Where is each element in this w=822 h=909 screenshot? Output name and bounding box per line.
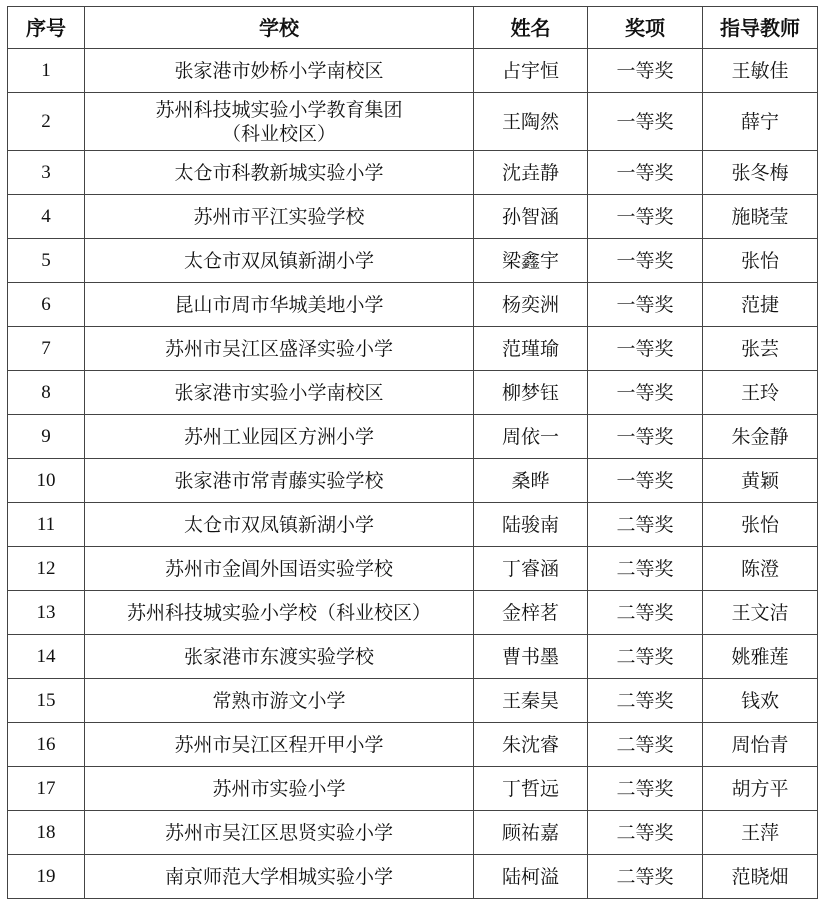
table-row xyxy=(8,855,818,899)
cell-school xyxy=(85,239,474,283)
table-row xyxy=(8,591,818,635)
cell-name: 范瑾瑜 xyxy=(474,327,588,371)
table-row xyxy=(8,723,818,767)
cell-no: 7 xyxy=(8,327,85,371)
cell-name: 陆骏南 xyxy=(474,503,588,547)
cell-no: 12 xyxy=(8,547,85,591)
table-body xyxy=(8,49,818,899)
cell-teacher: 薛宁 xyxy=(703,93,818,151)
cell-no: 4 xyxy=(8,195,85,239)
cell-teacher: 施晓莹 xyxy=(703,195,818,239)
cell-no: 1 xyxy=(8,49,85,93)
cell-school xyxy=(85,415,474,459)
cell-no: 17 xyxy=(8,767,85,811)
cell-name: 梁鑫宇 xyxy=(474,239,588,283)
cell-name: 曹书墨 xyxy=(474,635,588,679)
cell-school xyxy=(85,151,474,195)
cell-name: 朱沈睿 xyxy=(474,723,588,767)
cell-no: 19 xyxy=(8,855,85,899)
header-award: 奖项 xyxy=(588,7,703,49)
cell-no: 2 xyxy=(8,93,85,151)
cell-school xyxy=(85,327,474,371)
cell-school xyxy=(85,195,474,239)
cell-name: 金梓茗 xyxy=(474,591,588,635)
cell-award: 一等奖 xyxy=(588,371,703,415)
cell-award: 一等奖 xyxy=(588,239,703,283)
cell-teacher: 黄颖 xyxy=(703,459,818,503)
school-name-line: 苏州科技城实验小学校（科业校区） xyxy=(126,601,431,624)
cell-name: 柳梦钰 xyxy=(474,371,588,415)
cell-teacher: 张怡 xyxy=(703,239,818,283)
school-name-line: 常熟市游文小学 xyxy=(212,689,346,712)
school-name-line: 张家港市实验小学南校区 xyxy=(174,381,384,404)
cell-school xyxy=(85,459,474,503)
school-name-line: 南京师范大学相城实验小学 xyxy=(164,865,393,888)
school-name-line: 苏州科技城实验小学教育集团 xyxy=(155,98,403,121)
cell-school xyxy=(85,49,474,93)
cell-award: 二等奖 xyxy=(588,591,703,635)
cell-name: 沈垚静 xyxy=(474,151,588,195)
school-name-line: 苏州市实验小学 xyxy=(212,777,346,800)
cell-school xyxy=(85,855,474,899)
cell-no: 14 xyxy=(8,635,85,679)
cell-award: 一等奖 xyxy=(588,195,703,239)
cell-teacher: 姚雅莲 xyxy=(703,635,818,679)
cell-no: 10 xyxy=(8,459,85,503)
cell-name: 王秦昊 xyxy=(474,679,588,723)
cell-name: 丁哲远 xyxy=(474,767,588,811)
school-name-line: 昆山市周市华城美地小学 xyxy=(174,293,384,316)
table-row xyxy=(8,635,818,679)
table-row xyxy=(8,49,818,93)
cell-award: 一等奖 xyxy=(588,49,703,93)
school-name-line: 张家港市东渡实验学校 xyxy=(183,645,374,668)
cell-teacher: 朱金静 xyxy=(703,415,818,459)
school-name-line: 太仓市科教新城实验小学 xyxy=(174,161,384,184)
cell-award: 二等奖 xyxy=(588,767,703,811)
school-name-line: 张家港市常青藤实验学校 xyxy=(174,469,384,492)
table-row xyxy=(8,151,818,195)
table-row xyxy=(8,283,818,327)
cell-name: 桑晔 xyxy=(474,459,588,503)
cell-award: 二等奖 xyxy=(588,503,703,547)
cell-teacher: 张冬梅 xyxy=(703,151,818,195)
award-list-table xyxy=(7,6,818,899)
cell-no: 16 xyxy=(8,723,85,767)
cell-name: 顾祐嘉 xyxy=(474,811,588,855)
cell-teacher: 王玲 xyxy=(703,371,818,415)
table-row xyxy=(8,415,818,459)
cell-no: 18 xyxy=(8,811,85,855)
school-name-line: 苏州工业园区方洲小学 xyxy=(183,425,374,448)
table-row xyxy=(8,767,818,811)
cell-award: 二等奖 xyxy=(588,635,703,679)
cell-name: 陆柯溢 xyxy=(474,855,588,899)
cell-teacher: 陈澄 xyxy=(703,547,818,591)
cell-name: 孙智涵 xyxy=(474,195,588,239)
school-name-line: 张家港市妙桥小学南校区 xyxy=(174,59,384,82)
cell-name: 杨奕洲 xyxy=(474,283,588,327)
school-name-line: 苏州市吴江区盛泽实验小学 xyxy=(164,337,393,360)
header-name: 姓名 xyxy=(474,7,588,49)
header-no: 序号 xyxy=(8,7,85,49)
cell-school xyxy=(85,635,474,679)
cell-award: 一等奖 xyxy=(588,283,703,327)
cell-teacher: 王敏佳 xyxy=(703,49,818,93)
cell-no: 11 xyxy=(8,503,85,547)
cell-award: 二等奖 xyxy=(588,679,703,723)
cell-no: 9 xyxy=(8,415,85,459)
table-row xyxy=(8,239,818,283)
cell-teacher: 钱欢 xyxy=(703,679,818,723)
school-name-line: 苏州市金阊外国语实验学校 xyxy=(164,557,393,580)
cell-no: 6 xyxy=(8,283,85,327)
cell-award: 一等奖 xyxy=(588,415,703,459)
cell-school xyxy=(85,547,474,591)
cell-award: 一等奖 xyxy=(588,93,703,151)
cell-teacher: 周怡青 xyxy=(703,723,818,767)
cell-award: 一等奖 xyxy=(588,459,703,503)
cell-teacher: 胡方平 xyxy=(703,767,818,811)
table-row xyxy=(8,327,818,371)
table-row xyxy=(8,195,818,239)
cell-school xyxy=(85,679,474,723)
school-name-line: 苏州市吴江区思贤实验小学 xyxy=(164,821,393,844)
cell-name: 王陶然 xyxy=(474,93,588,151)
cell-teacher: 张怡 xyxy=(703,503,818,547)
school-name-line: 苏州市吴江区程开甲小学 xyxy=(174,733,384,756)
cell-school xyxy=(85,723,474,767)
cell-school xyxy=(85,811,474,855)
cell-name: 周依一 xyxy=(474,415,588,459)
cell-school xyxy=(85,591,474,635)
cell-no: 13 xyxy=(8,591,85,635)
cell-teacher: 王文洁 xyxy=(703,591,818,635)
cell-no: 3 xyxy=(8,151,85,195)
cell-school xyxy=(85,371,474,415)
cell-teacher: 范晓畑 xyxy=(703,855,818,899)
cell-no: 5 xyxy=(8,239,85,283)
school-name-line: 太仓市双凤镇新湖小学 xyxy=(183,513,374,536)
table-row xyxy=(8,679,818,723)
cell-no: 8 xyxy=(8,371,85,415)
school-name-line: 太仓市双凤镇新湖小学 xyxy=(183,249,374,272)
cell-award: 一等奖 xyxy=(588,151,703,195)
header-school: 学校 xyxy=(85,7,474,49)
cell-name: 丁睿涵 xyxy=(474,547,588,591)
cell-name: 占宇恒 xyxy=(474,49,588,93)
school-name-line: （科业校区） xyxy=(221,122,336,145)
table-row xyxy=(8,811,818,855)
table-row xyxy=(8,371,818,415)
table-header-row xyxy=(8,7,818,49)
cell-school xyxy=(85,93,474,151)
cell-award: 一等奖 xyxy=(588,327,703,371)
header-teacher: 指导教师 xyxy=(703,7,818,49)
table-row xyxy=(8,503,818,547)
table-row xyxy=(8,547,818,591)
cell-award: 二等奖 xyxy=(588,855,703,899)
school-name-line: 苏州市平江实验学校 xyxy=(193,205,365,228)
cell-school xyxy=(85,283,474,327)
cell-teacher: 张芸 xyxy=(703,327,818,371)
table-row xyxy=(8,459,818,503)
cell-award: 二等奖 xyxy=(588,547,703,591)
cell-no: 15 xyxy=(8,679,85,723)
cell-award: 二等奖 xyxy=(588,723,703,767)
cell-teacher: 范捷 xyxy=(703,283,818,327)
cell-school xyxy=(85,503,474,547)
cell-school xyxy=(85,767,474,811)
table-row xyxy=(8,93,818,151)
cell-teacher: 王萍 xyxy=(703,811,818,855)
cell-award: 二等奖 xyxy=(588,811,703,855)
